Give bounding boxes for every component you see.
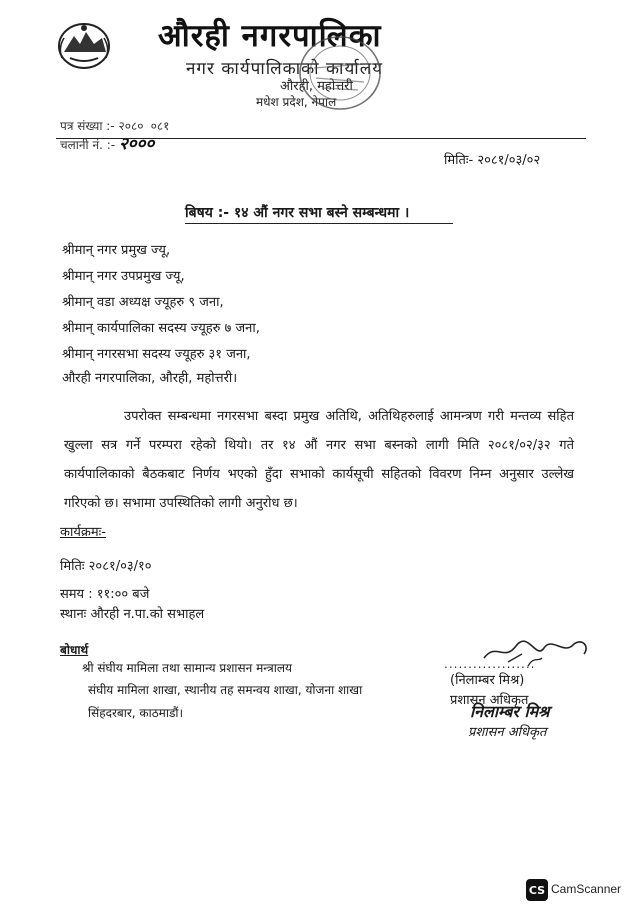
header-rule <box>56 138 586 139</box>
chalani-number <box>60 131 154 154</box>
cc-line: संघीय मामिला शाखा, स्थानीय तह समन्वय शाखा, योजना शाखा <box>88 683 363 697</box>
cc-line: सिंहदरबार, काठमाडौं। <box>88 706 184 720</box>
recipient-line: श्रीमान् नगर प्रमुख ज्यू, <box>62 243 171 258</box>
address-line-2: मधेश प्रदेश, नेपाल <box>256 95 337 109</box>
recipient-line: श्रीमान् वडा अध्यक्ष ज्यूहरु ९ जना, <box>62 295 224 310</box>
camscanner-text: CamScanner <box>551 882 622 896</box>
name-stamp: निलाम्बर मिश्र <box>470 702 550 721</box>
recipient-line: औरही नगरपालिका, औरही, महोत्तरी। <box>62 371 238 386</box>
cc-line: श्री संघीय मामिला तथा सामान्य प्रशासन मन्त्रालय <box>82 661 292 675</box>
subject-underline <box>185 223 453 224</box>
office-name: नगर कार्यपालिकाको कार्यालय <box>186 59 384 79</box>
designation-stamp: प्रशासन अधिकृत <box>468 725 547 740</box>
org-title: औरही नगरपालिका <box>158 18 382 54</box>
cc-heading: बोधार्थ <box>60 643 89 657</box>
address-line-1: औरही, महोत्तरी <box>280 79 353 94</box>
recipient-line: श्रीमान् नगरसभा सदस्य ज्यूहरु ३१ जना, <box>62 347 251 362</box>
program-venue: स्थानः औरही न.पा.को सभाहल <box>60 607 205 622</box>
body-text: उपरोक्त सम्बन्धमा नगरसभा बस्दा प्रमुख अतिथि, अतिथिहरुलाई आमन्त्रण गरी मन्तव्य सहित खुल्ला सत्र गर्ने परम्परा रहेको थियो। तर १४ औं नगर सभा बस्नको लागी मिति २०८१/०२/३२ गते कार्यपालिकाको बैठकबाट निर्णय भएको हुँदा सभाको कार्यसूची सहितको विवरण निम्न अनुसार उल्लेख गरिएको छ। सभामा उपस्थितिको लागी अनुरोध छ। <box>64 409 574 511</box>
patra-value: २०८० ०८१ <box>118 119 170 133</box>
signatory-name: (निलाम्बर मिश्र) <box>450 673 525 688</box>
nepal-emblem-icon <box>56 18 112 70</box>
program-heading: कार्यक्रमः- <box>60 525 106 540</box>
signature-dots: ................... <box>444 657 536 671</box>
signatory-designation: प्रशासन अधिकृत <box>450 693 529 708</box>
date-line: मितिः- २०८१/०३/०२ <box>444 153 541 168</box>
recipient-line: श्रीमान् नगर उपप्रमुख ज्यू, <box>62 269 185 284</box>
body-paragraph <box>64 402 574 518</box>
program-date: मितिः २०८१/०३/१० <box>60 559 152 574</box>
subject: बिषय :- १४ औं नगर सभा बस्ने सम्बन्धमा । <box>185 205 410 221</box>
recipient-line: श्रीमान् कार्यपालिका सदस्य ज्यूहरु ७ जना, <box>62 321 260 336</box>
round-office-stamp-icon <box>292 28 388 118</box>
chalani-label: चलानी नं. :- <box>60 138 116 152</box>
chalani-value: २००० <box>118 134 155 154</box>
program-time: समय : ११:०० बजे <box>60 587 150 602</box>
patra-label: पत्र संख्या :- <box>60 119 115 133</box>
camscanner-logo-icon: CS <box>526 879 548 901</box>
